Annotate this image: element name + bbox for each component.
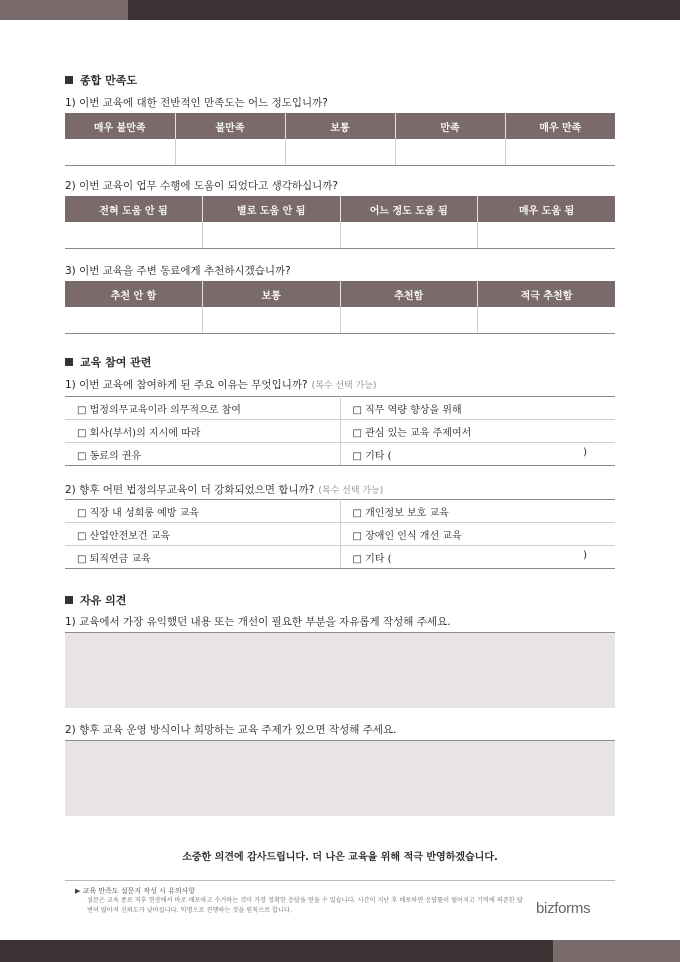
question-participation-reason: [65, 377, 377, 392]
question-future-training: [65, 482, 383, 497]
thanks-message: 소중한 의견에 감사드립니다. 더 나은 교육을 위해 적극 반영하겠습니다.: [182, 852, 498, 863]
section-title-participation: [65, 354, 151, 370]
checkbox-option[interactable]: □ 직무 역량 향상을 위해: [340, 397, 615, 420]
answer-cell[interactable]: [203, 222, 341, 248]
scale-header: 별로 도움 안 됨: [203, 196, 341, 222]
answer-cell[interactable]: [65, 139, 175, 165]
scale-header: 추천 안 함: [65, 281, 203, 307]
bizforms-logo: bizforms: [536, 900, 591, 917]
answer-cell[interactable]: [478, 307, 616, 333]
scale-header: 적극 추천함: [478, 281, 616, 307]
top-bar-accent: [0, 0, 128, 20]
answer-cell[interactable]: [395, 139, 505, 165]
question-recommend: 3) 이번 교육을 주변 동료에게 추천하시겠습니까?: [65, 265, 291, 277]
checkbox-option-other[interactable]: [340, 546, 615, 569]
other-label: □ 기타 (: [352, 553, 392, 565]
section-title-text: 자유 의견: [80, 594, 127, 607]
question-text: 2) 향후 어떤 법정의무교육이 더 강화되었으면 합니까?: [65, 484, 315, 496]
answer-cell[interactable]: [340, 307, 478, 333]
question-note: (복수 선택 가능): [318, 486, 384, 496]
bottom-bar-accent: [553, 940, 680, 962]
answer-cell[interactable]: [65, 222, 203, 248]
answer-cell[interactable]: [505, 139, 615, 165]
close-paren: ): [583, 549, 587, 561]
section-title-opinion: [65, 592, 126, 608]
checkbox-option[interactable]: □ 관심 있는 교육 주제여서: [340, 420, 615, 443]
question-overall-satisfaction: 1) 이번 교육에 대한 전반적인 만족도는 어느 정도입니까?: [65, 97, 328, 109]
checkbox-option[interactable]: □ 개인정보 보호 교육: [340, 500, 615, 523]
scale-header: 어느 정도 도움 됨: [340, 196, 478, 222]
scale-header: 매우 만족: [505, 113, 615, 139]
scale-header: 매우 도움 됨: [478, 196, 616, 222]
checkbox-option[interactable]: □ 직장 내 성희롱 예방 교육: [65, 500, 340, 523]
scale-header: 보통: [203, 281, 341, 307]
question-helpfulness: 2) 이번 교육이 업무 수행에 도움이 되었다고 생각하십니까?: [65, 180, 339, 192]
answer-cell[interactable]: [285, 139, 395, 165]
scale-header: 전혀 도움 안 됨: [65, 196, 203, 222]
top-bar: [0, 0, 680, 20]
scale-header: 보통: [285, 113, 395, 139]
answer-cell[interactable]: [65, 307, 203, 333]
answer-cell[interactable]: [478, 222, 616, 248]
rating-table-recommend: [65, 281, 615, 334]
free-text-area-useful[interactable]: [65, 632, 615, 708]
scale-header: 매우 불만족: [65, 113, 175, 139]
footer-title: ▶ 교육 만족도 설문지 작성 시 유의사항: [75, 887, 196, 895]
question-useful-content: 1) 교육에서 가장 유익했던 내용 또는 개선이 필요한 부분을 자유롭게 작성해 주세요.: [65, 616, 451, 628]
other-label: □ 기타 (: [352, 450, 392, 462]
answer-cell[interactable]: [340, 222, 478, 248]
section-title-text: 종합 만족도: [80, 74, 137, 87]
rating-table-helpfulness: [65, 196, 615, 249]
checkbox-option[interactable]: □ 동료의 권유: [65, 443, 340, 466]
answer-cell[interactable]: [203, 307, 341, 333]
scale-header: 불만족: [175, 113, 285, 139]
square-bullet-icon: [65, 358, 73, 366]
footer-note: 설문은 교육 종료 직후 현장에서 바로 배포하고 수거하는 것이 가장 정확한 응답을 얻을 수 있습니다. 시간이 지난 후 배포하면 응답률이 떨어지고 기억에 의존한 답변이 많아져 신뢰도가 낮아집니다. 익명으로 진행하는 것을 원칙으로 합니다.: [87, 897, 523, 914]
question-note: (복수 선택 가능): [311, 381, 377, 391]
options-table-reason: [65, 396, 615, 466]
section-title-text: 교육 참여 관련: [80, 356, 152, 369]
square-bullet-icon: [65, 76, 73, 84]
free-text-area-future[interactable]: [65, 740, 615, 816]
options-table-future: [65, 499, 615, 569]
checkbox-option[interactable]: □ 퇴직연금 교육: [65, 546, 340, 569]
checkbox-option-other[interactable]: [340, 443, 615, 466]
answer-cell[interactable]: [175, 139, 285, 165]
question-text: 1) 이번 교육에 참여하게 된 주요 이유는 무엇입니까?: [65, 379, 308, 391]
section-title-overall: [65, 72, 137, 88]
footer-divider: [65, 880, 615, 881]
checkbox-option[interactable]: □ 산업안전보건 교육: [65, 523, 340, 546]
square-bullet-icon: [65, 596, 73, 604]
checkbox-option[interactable]: □ 회사(부서)의 지시에 따라: [65, 420, 340, 443]
rating-table-satisfaction: [65, 113, 615, 166]
bottom-bar: [0, 940, 680, 962]
checkbox-option[interactable]: □ 법정의무교육이라 의무적으로 참여: [65, 397, 340, 420]
checkbox-option[interactable]: □ 장애인 인식 개선 교육: [340, 523, 615, 546]
question-future-topics: 2) 향후 교육 운영 방식이나 희망하는 교육 주제가 있으면 작성해 주세요.: [65, 724, 397, 736]
scale-header: 추천함: [340, 281, 478, 307]
scale-header: 만족: [395, 113, 505, 139]
close-paren: ): [583, 446, 587, 458]
